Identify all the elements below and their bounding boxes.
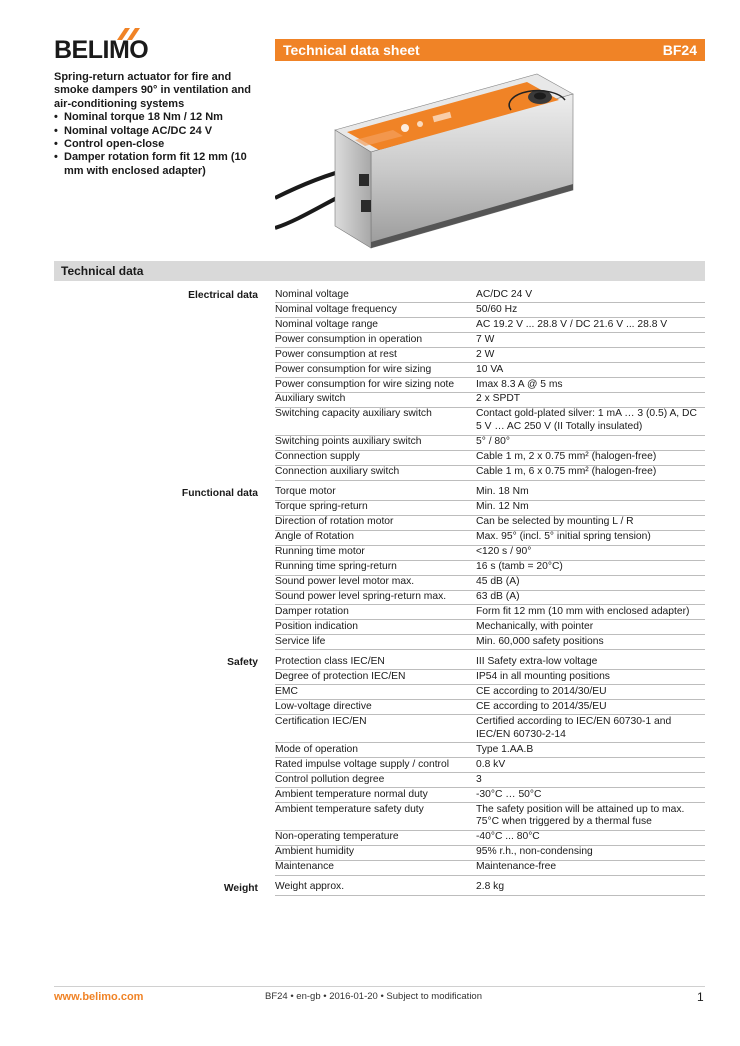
spec-row <box>275 531 705 546</box>
spec-row <box>275 591 705 606</box>
spec-value: Can be selected by mounting L / R <box>476 516 634 528</box>
spec-group <box>54 655 705 875</box>
spec-row <box>275 393 705 408</box>
spec-key: Ambient temperature safety duty <box>275 803 424 815</box>
spec-value: 7 W <box>476 333 495 345</box>
spec-key: Degree of protection IEC/EN <box>275 671 406 683</box>
spec-value: III Safety extra-low voltage <box>476 656 598 668</box>
page-number: 1 <box>697 990 704 1004</box>
spec-key: Certification IEC/EN <box>275 715 367 727</box>
website-link[interactable]: www.belimo.com <box>54 991 144 1003</box>
spec-value: 2.8 kg <box>476 881 505 893</box>
spec-key: Mode of operation <box>275 743 359 755</box>
spec-row <box>275 451 705 466</box>
spec-key: Rated impulse voltage supply / control <box>275 758 449 770</box>
spec-value: Max. 95° (incl. 5° initial spring tension) <box>476 531 651 543</box>
spec-value: 63 dB (A) <box>476 591 520 603</box>
product-description: Spring-return actuator for fire and smoke dampers 90° in ventilation and air-conditioning systems <box>54 71 251 110</box>
spec-key: Torque motor <box>275 486 336 498</box>
spec-row <box>275 881 705 896</box>
spec-value: CE according to 2014/30/EU <box>476 686 607 697</box>
spec-row <box>275 436 705 451</box>
spec-value: AC 19.2 V ... 28.8 V / DC 21.6 V ... 28.8 V <box>476 318 668 330</box>
spec-key: Sound power level spring-return max. <box>275 591 447 603</box>
spec-key: Angle of Rotation <box>275 531 354 543</box>
spec-key: Ambient humidity <box>275 846 354 858</box>
spec-value: Contact gold-plated silver: 1 mA … 3 (0.5) A, DC 5 V … AC 250 V (II Totally insulated) <box>476 408 697 433</box>
spec-value: 50/60 Hz <box>476 303 518 315</box>
spec-key: EMC <box>275 686 298 697</box>
spec-key: Maintenance <box>275 861 334 873</box>
spec-value: Cable 1 m, 2 x 0.75 mm² (halogen-free) <box>476 451 657 463</box>
spec-value: Imax 8.3 A @ 5 ms <box>476 378 563 390</box>
spec-group-label: Electrical data <box>188 290 258 301</box>
actuator-product-image <box>275 70 587 252</box>
spec-key: Nominal voltage <box>275 288 349 300</box>
spec-group <box>54 881 705 896</box>
spec-row <box>275 363 705 378</box>
spec-key: Low-voltage directive <box>275 700 372 712</box>
spec-value: Maintenance-free <box>476 861 557 873</box>
spec-key: Power consumption in operation <box>275 333 423 345</box>
technical-data-table <box>54 288 705 901</box>
spec-group <box>54 288 705 481</box>
spec-row <box>275 670 705 685</box>
logo-mark-icon <box>115 26 147 42</box>
spec-row <box>275 620 705 635</box>
spec-key: Sound power level motor max. <box>275 576 415 588</box>
feature-item: • Nominal voltage AC/DC 24 V <box>54 125 269 138</box>
spec-value: 95% r.h., non-condensing <box>476 846 593 858</box>
spec-key: Nominal voltage range <box>275 318 379 330</box>
spec-row <box>275 655 705 670</box>
spec-key: Ambient temperature normal duty <box>275 788 428 800</box>
spec-row <box>275 333 705 348</box>
section-title: Technical data <box>61 264 144 278</box>
spec-row <box>275 288 705 303</box>
spec-value: -30°C … 50°C <box>476 788 542 800</box>
spec-value: 5° / 80° <box>476 436 510 448</box>
spec-value: -40°C ... 80°C <box>476 831 540 843</box>
spec-value: 0.8 kV <box>476 758 506 770</box>
spec-row <box>275 605 705 620</box>
spec-row <box>275 561 705 576</box>
spec-key: Running time spring-return <box>275 561 397 573</box>
spec-row <box>275 861 705 876</box>
spec-key: Control pollution degree <box>275 773 385 785</box>
spec-value: 10 VA <box>476 363 504 375</box>
spec-value: 2 W <box>476 348 495 360</box>
spec-row <box>275 846 705 861</box>
spec-key: Power consumption for wire sizing note <box>275 378 455 390</box>
spec-key: Connection supply <box>275 451 360 463</box>
spec-row <box>275 501 705 516</box>
spec-value: 3 <box>476 773 482 785</box>
spec-row <box>275 408 705 436</box>
spec-value: Mechanically, with pointer <box>476 621 594 633</box>
spec-key: Nominal voltage frequency <box>275 303 397 315</box>
spec-value: 2 x SPDT <box>476 393 521 405</box>
spec-key: Connection auxiliary switch <box>275 466 400 478</box>
spec-key: Weight approx. <box>275 881 345 893</box>
spec-row <box>275 546 705 561</box>
belimo-logo <box>54 26 149 64</box>
feature-item: • Damper rotation form fit 12 mm (10 mm with enclosed adapter) <box>54 151 269 178</box>
footer-divider <box>54 986 705 987</box>
spec-row <box>275 348 705 363</box>
spec-value: Cable 1 m, 6 x 0.75 mm² (halogen-free) <box>476 466 657 478</box>
spec-value: AC/DC 24 V <box>476 288 533 300</box>
spec-row <box>275 486 705 501</box>
title-bar <box>275 39 705 61</box>
spec-value: Min. 12 Nm <box>476 501 529 513</box>
spec-group <box>54 486 705 651</box>
spec-key: Service life <box>275 636 326 648</box>
spec-row <box>275 466 705 481</box>
spec-value: Form fit 12 mm (10 mm with enclosed adapter) <box>476 606 690 618</box>
spec-value: <120 s / 90° <box>476 546 532 558</box>
spec-value: 45 dB (A) <box>476 576 520 588</box>
spec-group-label: Functional data <box>181 487 258 499</box>
spec-row <box>275 303 705 318</box>
spec-row <box>275 788 705 803</box>
spec-key: Protection class IEC/EN <box>275 656 385 668</box>
spec-value: Type 1.AA.B <box>476 743 534 755</box>
feature-list <box>54 111 269 178</box>
spec-row <box>275 773 705 788</box>
spec-row <box>275 685 705 700</box>
spec-value: IP54 in all mounting positions <box>476 671 610 683</box>
document-info: BF24 • en-gb • 2016-01-20 • Subject to modification <box>265 991 482 1002</box>
section-header <box>54 261 705 281</box>
spec-group-label: Weight <box>223 882 258 894</box>
spec-row <box>275 743 705 758</box>
spec-key: Non-operating temperature <box>275 831 399 843</box>
spec-value: Min. 60,000 safety positions <box>476 636 604 648</box>
spec-key: Switching points auxiliary switch <box>275 436 422 448</box>
spec-key: Auxiliary switch <box>275 393 346 405</box>
spec-key: Switching capacity auxiliary switch <box>275 408 432 420</box>
spec-row <box>275 576 705 591</box>
spec-value: CE according to 2014/35/EU <box>476 700 607 712</box>
spec-key: Position indication <box>275 621 358 633</box>
spec-key: Direction of rotation motor <box>275 516 394 528</box>
logo-text: BELIMO <box>54 36 149 64</box>
spec-key: Power consumption at rest <box>275 348 397 360</box>
spec-key: Power consumption for wire sizing <box>275 363 432 375</box>
spec-group-label: Safety <box>227 657 258 669</box>
product-summary <box>54 71 269 178</box>
spec-value: The safety position will be attained up to max. 75°C when triggered by a thermal fuse <box>476 803 685 828</box>
spec-row <box>275 700 705 715</box>
model-code: BF24 <box>662 42 697 58</box>
spec-row <box>275 318 705 333</box>
document-title: Technical data sheet <box>283 42 420 58</box>
spec-value: 16 s (tamb = 20°C) <box>476 561 563 573</box>
spec-row <box>275 516 705 531</box>
spec-value: Certified according to IEC/EN 60730-1 and IEC/EN 60730-2-14 <box>476 715 672 740</box>
spec-row <box>275 635 705 650</box>
spec-row <box>275 378 705 393</box>
spec-row <box>275 715 705 743</box>
spec-key: Damper rotation <box>275 606 349 618</box>
spec-value: Min. 18 Nm <box>476 486 529 498</box>
spec-row <box>275 803 705 831</box>
feature-item: • Control open-close <box>54 138 269 151</box>
spec-key: Torque spring-return <box>275 501 368 513</box>
spec-row <box>275 758 705 773</box>
spec-row <box>275 831 705 846</box>
feature-item: • Nominal torque 18 Nm / 12 Nm <box>54 111 269 124</box>
spec-key: Running time motor <box>275 546 365 558</box>
